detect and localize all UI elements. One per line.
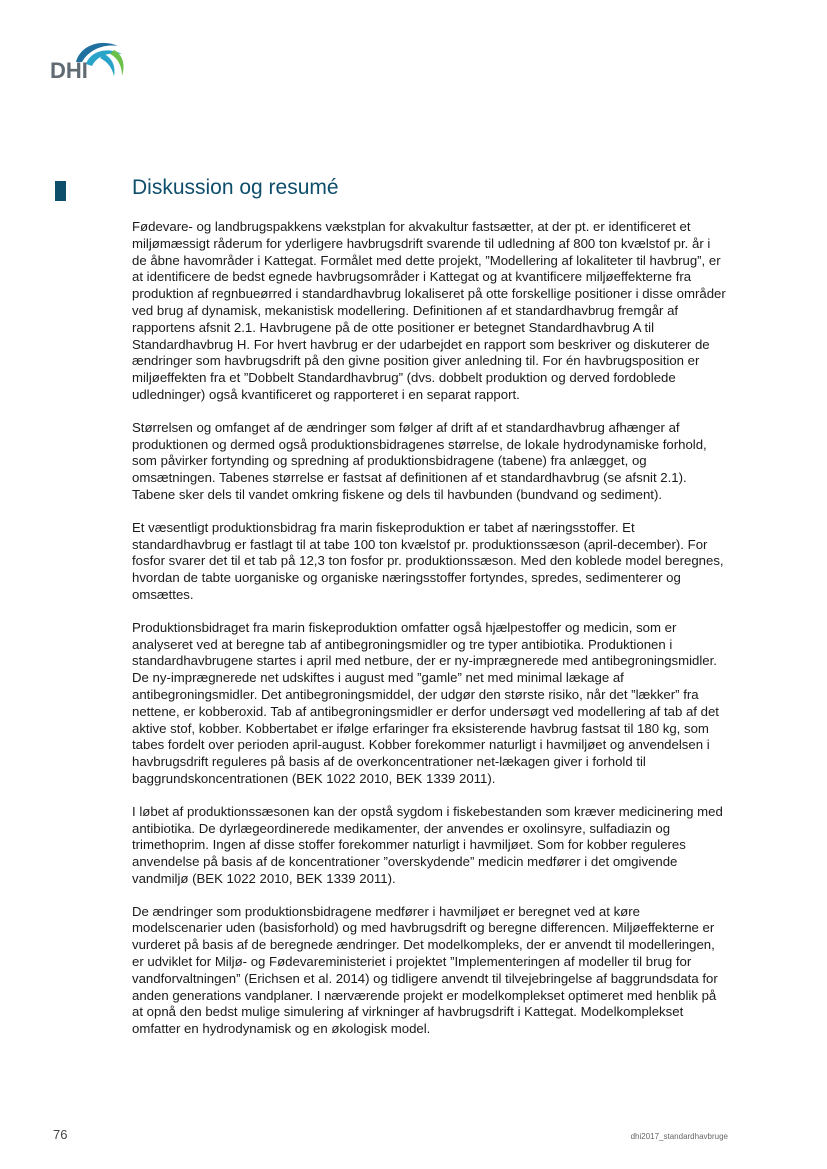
page-number: 76	[53, 1127, 68, 1142]
paragraph: I løbet af produktionssæsonen kan der opstå sygdom i fiskebestanden som kræver medicinering med antibiotika. De dyrlægeordinerede medikamenter, der anvendes er oxolinsyre, sulfadiazin og trimethoprim. Ingen af disse stoffer forekommer naturligt i havmiljøet. Som for kobber reguleres anvendelse på basis af de koncentrationer ”overskydende” medicin medfører i det omgivende vandmiljø (BEK 1022 2010, BEK 1339 2011).	[132, 803, 723, 886]
body-text	[132, 219, 728, 1054]
paragraph: De ændringer som produktionsbidragene medfører i havmiljøet er beregnet ved at køre modelscenarier uden (basisforhold) og med havbrugsdrift og beregne differencen. Miljøeffekterne er vurderet på basis af de beregnede ændringer. Det modelkompleks, der er anvendt til modelleringen, er udviklet for Miljø- og Fødevareministeriet i projektet ”Implementeringen af modeller til brug for vandforvaltningen” (Erichsen et al. 2014) og tidligere anvendt til tilvejebringelse af baggrundsdata for anden generations vandplaner. I nærværende projekt er modelkomplekset optimeret med henblik på at opnå den bedst mulige simulering af virkninger af havbrugsdrift i Kattegat. Modelkomplekset omfatter en hydrodynamisk og en økologisk model.	[132, 903, 718, 1037]
chapter-number: 8	[55, 181, 66, 201]
dhi-logo	[50, 36, 130, 82]
dhi-logo-text: DHI	[50, 58, 88, 83]
paragraph: Fødevare- og landbrugspakkens vækstplan for akvakultur fastsætter, at der pt. er identificeret et miljømæssigt råderum for yderligere havbrugsdrift svarende til udledning af 800 ton kvælstof pr. år i de åbne havområder i Kattegat. Formålet med dette projekt, ”Modellering af lokaliteter til havbrug”, er at identificere de bedst egnede havbrugsområder i Kattegat og at kvantificere miljøeffekterne fra produktion af regnbueørred i standardhavbrug lokaliseret på otte forskellige positioner i disse områder ved brug af dynamisk, mekanistisk modellering. Definitionen af et standardhavbrug fremgår af rapportens afsnit 2.1. Havbrugene på de otte positioner er betegnet Standardhavbrug A til Standardhavbrug H. For hvert havbrug er der udarbejdet en rapport som beskriver og diskuterer de ændringer som havbrugsdrift på den givne position giver anledning til. For én havbrugsposition er miljøeffekten fra et ”Dobbelt Standardhavbrug” (dvs. dobbelt produktion og derved fordoblede udledninger) også kvantificeret og rapporteret i en separat rapport.	[132, 219, 726, 402]
paragraph: Produktionsbidraget fra marin fiskeproduktion omfatter også hjælpestoffer og medicin, som er analyseret ved at beregne tab af antibegroningsmidler og tre typer antibiotika. Produktionen i standardhavbrugene startes i april med netbure, der er ny-imprægnerede med antibegroningsmidler. De ny-imprægnerede net udskiftes i august med ”gamle” net med minimal lækage af antibegroningsmidler. Det antibegroningsmiddel, der udgør den største risiko, når det ”lækker” fra nettene, er kobberoxid. Tab af antibegroningsmidler er derfor undersøgt ved modellering af tab af det aktive stof, kobber. Kobbertabet er ifølge erfaringer fra eksisterende havbrug fastsat til 180 kg, som tabes fordelt over perioden april-august. Kobber forekommer naturligt i havmiljøet og anvendelsen i havbrugsdrift reguleres på basis af de overkoncentrationer net-lækagen giver i forhold til baggrundskoncentrationen (BEK 1022 2010, BEK 1339 2011).	[132, 619, 719, 786]
document-id: dhi2017_standardhavbruge	[630, 1132, 728, 1141]
paragraph: Et væsentligt produktionsbidrag fra marin fiskeproduktion er tabet af næringsstoffer. Et standardhavbrug er fastlagt til at tabe 100 ton kvælstof pr. produktionssæson (april-december). For fosfor svarer det til et tab på 12,3 ton fosfor pr. produktionssæson. Med den koblede model beregnes, hvordan de tabte uorganiske og organiske næringsstoffer fortyndes, spredes, sedimenterer og omsættes.	[132, 519, 724, 602]
paragraph: Størrelsen og omfanget af de ændringer som følger af drift af et standardhavbrug afhænger af produktionen og dermed også produktionsbidragenes størrelse, de lokale hydrodynamiske forhold, som påvirker fortynding og spredning af produktionsbidragene (tabene) fra anlægget, og omsætningen. Tabenes størrelse er fastsat af definitionen af et standardhavbrug (se afsnit 2.1). Tabene sker dels til vandet omkring fiskene og dels til havbunden (bundvand og sediment).	[132, 419, 707, 502]
chapter-title: Diskussion og resumé	[132, 176, 339, 199]
